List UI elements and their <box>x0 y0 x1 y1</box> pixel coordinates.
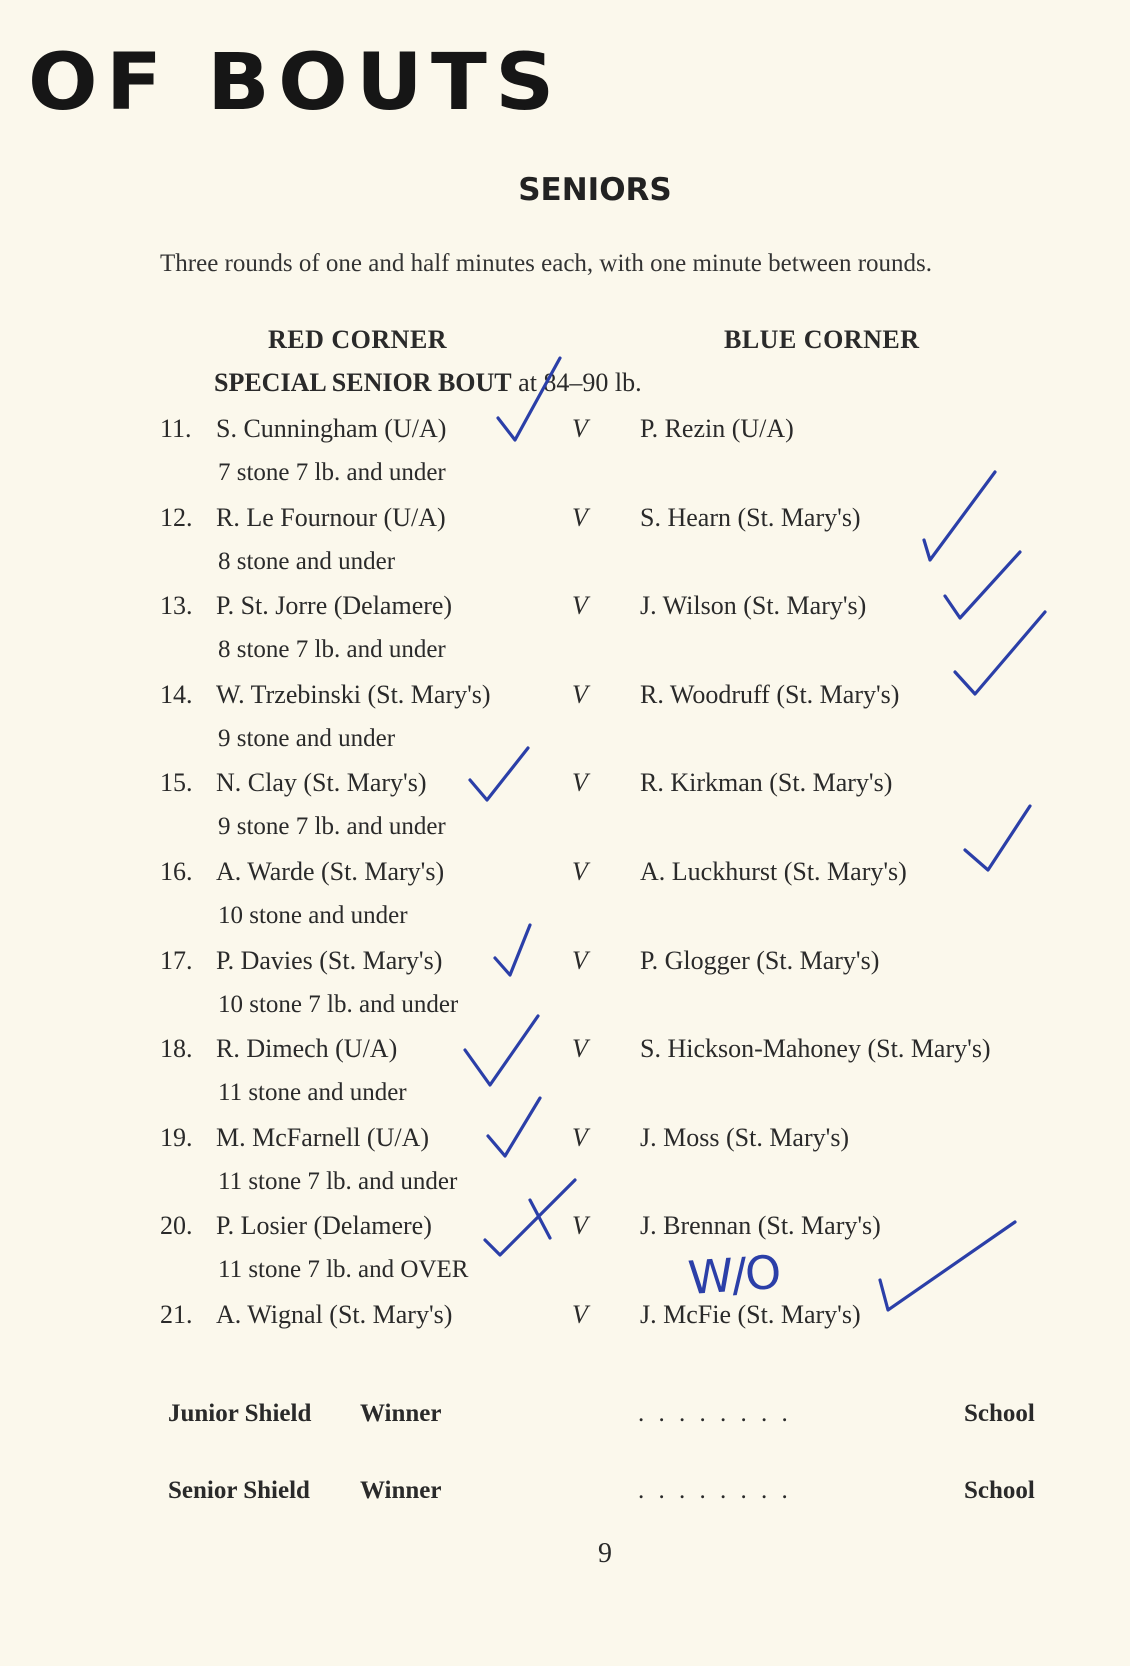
bout-number: 13. <box>160 591 193 620</box>
blue-corner-heading: BLUE CORNER <box>724 325 920 354</box>
shield-dots: . . . . . . . . <box>638 1400 792 1427</box>
special-bout-line <box>214 368 642 398</box>
weight-class: 9 stone 7 lb. and under <box>218 813 446 840</box>
weight-class: 8 stone 7 lb. and under <box>218 636 446 663</box>
versus-marker: V <box>572 414 588 443</box>
red-corner-boxer: P. Davies (St. Mary's) <box>216 946 443 975</box>
blue-corner-boxer: P. Rezin (U/A) <box>640 414 794 443</box>
red-corner-boxer: P. Losier (Delamere) <box>216 1211 432 1240</box>
page-heading: OF BOUTS <box>28 38 563 128</box>
bout-number: 20. <box>160 1211 193 1240</box>
versus-marker: V <box>572 503 588 532</box>
bout-row <box>0 1300 1130 1340</box>
bout-row <box>0 591 1130 631</box>
versus-marker: V <box>572 1211 588 1240</box>
bout-number: 12. <box>160 503 193 532</box>
blue-corner-boxer: R. Woodruff (St. Mary's) <box>640 680 900 709</box>
bout-row <box>0 1123 1130 1163</box>
blue-corner-boxer: R. Kirkman (St. Mary's) <box>640 768 893 797</box>
shield-winner-label: Winner <box>360 1400 442 1427</box>
blue-corner-boxer: S. Hearn (St. Mary's) <box>640 503 861 532</box>
special-bout-weight: at 84–90 lb. <box>518 368 642 397</box>
bout-row <box>0 1034 1130 1074</box>
blue-corner-boxer: J. Brennan (St. Mary's) <box>640 1211 881 1240</box>
special-bout-label: SPECIAL SENIOR BOUT <box>214 368 512 397</box>
section-title: SENIORS <box>518 172 672 208</box>
red-corner-boxer: R. Le Fournour (U/A) <box>216 503 446 532</box>
bout-row <box>0 857 1130 897</box>
bout-row <box>0 1211 1130 1251</box>
red-corner-boxer: R. Dimech (U/A) <box>216 1034 398 1063</box>
bout-number: 14. <box>160 680 193 709</box>
blue-corner-boxer: J. Moss (St. Mary's) <box>640 1123 850 1152</box>
versus-marker: V <box>572 768 588 797</box>
red-corner-boxer: W. Trzebinski (St. Mary's) <box>216 680 491 709</box>
page-number: 9 <box>598 1538 612 1569</box>
shield-dots: . . . . . . . . <box>638 1477 792 1504</box>
shield-school-label: School <box>964 1477 1035 1504</box>
versus-marker: V <box>572 591 588 620</box>
blue-corner-boxer: P. Glogger (St. Mary's) <box>640 946 880 975</box>
bout-number: 16. <box>160 857 193 886</box>
bout-number: 17. <box>160 946 193 975</box>
versus-marker: V <box>572 946 588 975</box>
bout-number: 21. <box>160 1300 193 1329</box>
shield-name: Senior Shield <box>168 1477 310 1504</box>
bout-row <box>0 946 1130 986</box>
weight-class: 10 stone 7 lb. and under <box>218 991 459 1018</box>
shield-school-label: School <box>964 1400 1035 1427</box>
red-corner-boxer: P. St. Jorre (Delamere) <box>216 591 453 620</box>
bout-number: 18. <box>160 1034 193 1063</box>
weight-class: 11 stone 7 lb. and OVER <box>218 1256 469 1283</box>
blue-corner-boxer: J. Wilson (St. Mary's) <box>640 591 867 620</box>
weight-class: 11 stone and under <box>218 1079 407 1106</box>
weight-class: 10 stone and under <box>218 902 408 929</box>
rules-intro: Three rounds of one and half minutes each, with one minute between rounds. <box>160 250 932 277</box>
red-corner-boxer: A. Wignal (St. Mary's) <box>216 1300 453 1329</box>
bout-number: 19. <box>160 1123 193 1152</box>
bout-number: 15. <box>160 768 193 797</box>
versus-marker: V <box>572 1300 588 1329</box>
blue-corner-boxer: S. Hickson-Mahoney (St. Mary's) <box>640 1034 991 1063</box>
walkover-note: W/O <box>686 1244 781 1306</box>
weight-class: 8 stone and under <box>218 548 396 575</box>
versus-marker: V <box>572 1123 588 1152</box>
red-corner-boxer: N. Clay (St. Mary's) <box>216 768 427 797</box>
blue-corner-boxer: J. McFie (St. Mary's) <box>640 1300 861 1329</box>
versus-marker: V <box>572 1034 588 1063</box>
weight-class: 7 stone 7 lb. and under <box>218 459 446 486</box>
versus-marker: V <box>572 857 588 886</box>
bout-row <box>0 503 1130 543</box>
red-corner-boxer: A. Warde (St. Mary's) <box>216 857 445 886</box>
weight-class: 11 stone 7 lb. and under <box>218 1168 458 1195</box>
bout-row <box>0 414 1130 454</box>
red-corner-boxer: M. McFarnell (U/A) <box>216 1123 430 1152</box>
weight-class: 9 stone and under <box>218 725 396 752</box>
red-corner-boxer: S. Cunningham (U/A) <box>216 414 447 443</box>
bout-number: 11. <box>160 414 192 443</box>
shield-winner-label: Winner <box>360 1477 442 1504</box>
red-corner-heading: RED CORNER <box>268 325 448 354</box>
bout-row <box>0 680 1130 720</box>
shield-name: Junior Shield <box>168 1400 312 1427</box>
bout-row <box>0 768 1130 808</box>
versus-marker: V <box>572 680 588 709</box>
blue-corner-boxer: A. Luckhurst (St. Mary's) <box>640 857 907 886</box>
